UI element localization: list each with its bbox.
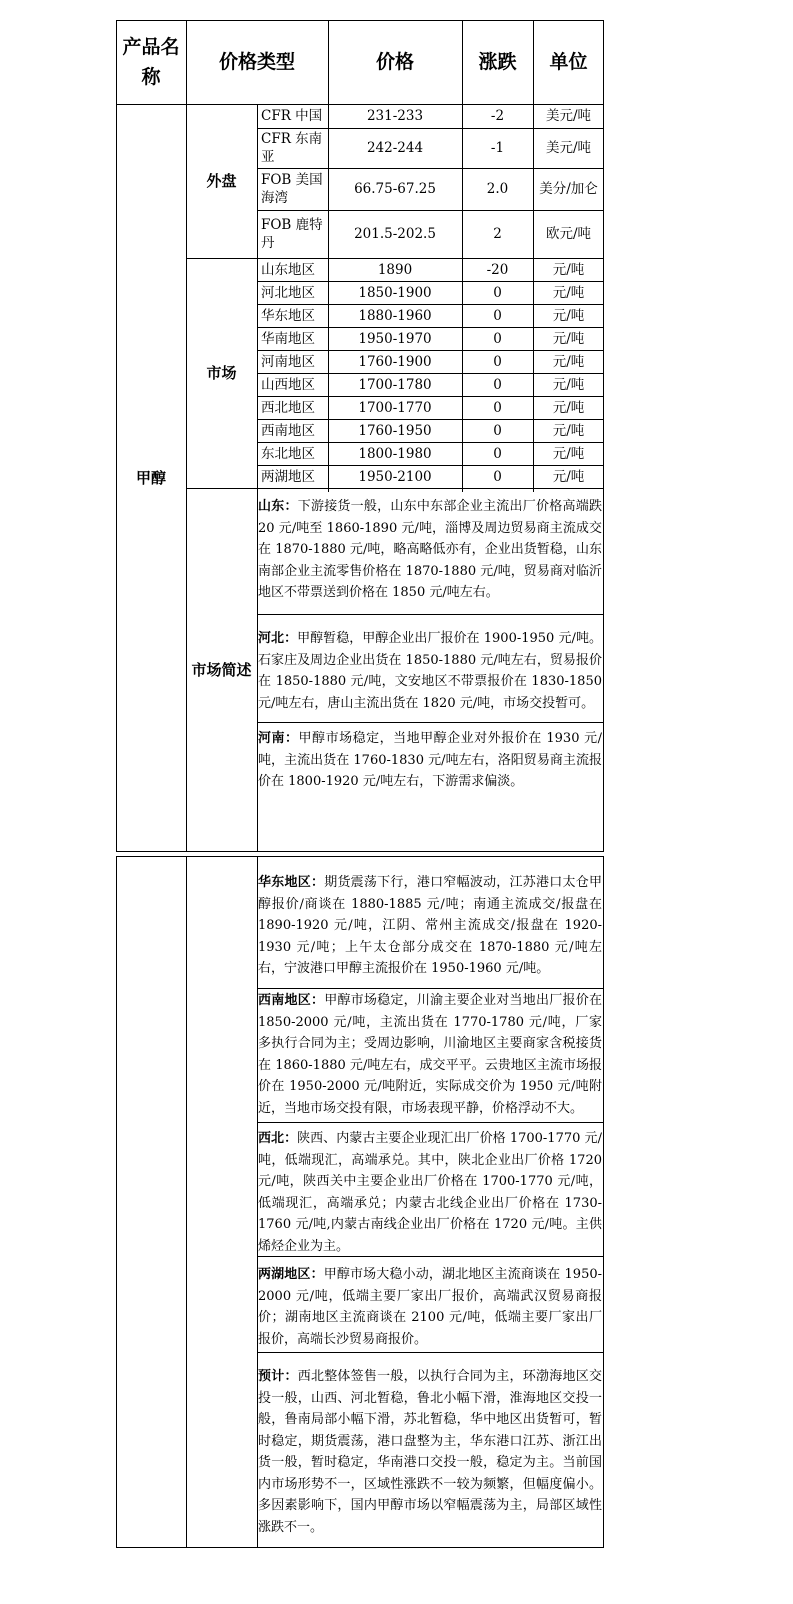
- table-cell-price: [328, 419, 462, 442]
- table-cell-type: [257, 210, 328, 258]
- table-cell-change: [462, 104, 533, 128]
- table-cell-type: [257, 258, 328, 281]
- header-price-type-text: 价格类型: [218, 51, 295, 73]
- table-cell-text: 231-233: [366, 108, 424, 124]
- summary-text: 陕西、内蒙古主要企业现汇出厂价格 1700-1770 元/吨，低端现汇，高端承兑。其中，陕北企业出厂价格 1720 元/吨，陕西关中主要企业出厂价格在 1700-1770 元/吨，低端现汇，高端承兑；内蒙古北线企业出厂价格在 1730-1760 元/吨,内蒙古南线企业出厂价格在 1720 元/吨。主供烯烃企业为主。: [258, 1131, 602, 1254]
- header-price: [328, 20, 462, 104]
- table-cell-text: 1800-1980: [358, 445, 432, 462]
- table-cell-change: [462, 396, 533, 419]
- table-cell-text: 1950-2100: [358, 468, 432, 485]
- table-cell-type: [257, 465, 328, 488]
- table-cell-text: 两湖地区: [261, 468, 315, 485]
- summary-text: 甲醇暂稳，甲醇企业出厂报价在 1900-1950 元/吨。石家庄及周边企业出货在 1850-1880 元/吨左右，贸易报价在 1850-1880 元/吨，文安地区不带票报价在 1830-1850 元/吨左右，唐山主流出货在 1820 元/吨，市场交投暂可。: [258, 631, 602, 711]
- table-cell-unit: [533, 327, 604, 350]
- table-cell-text: 元/吨: [552, 330, 585, 347]
- table-cell-price: [328, 327, 462, 350]
- table-cell-text: 元/吨: [552, 445, 585, 462]
- header-unit-text: 单位: [549, 51, 588, 73]
- table-cell-unit: [533, 465, 604, 488]
- table-cell-text: 山东地区: [261, 261, 315, 278]
- summary-xinan: [258, 990, 604, 1119]
- table-cell-change: [462, 373, 533, 396]
- table-cell-text: 1760-1900: [358, 353, 432, 370]
- table-cell-change: [462, 304, 533, 327]
- table-cell-text: 华东地区: [261, 307, 315, 324]
- table-cell-text: 西北地区: [261, 399, 315, 416]
- table-cell-unit: [533, 281, 604, 304]
- table-cell-text: 元/吨: [552, 307, 585, 324]
- table-cell-text: 1700-1770: [358, 399, 432, 416]
- summary-label: 山东：: [258, 499, 298, 514]
- table-cell-price: [328, 168, 462, 210]
- summary-divider: [257, 614, 604, 615]
- summary-divider: [257, 988, 604, 989]
- table-cell-text: 0: [493, 330, 502, 347]
- table-cell-text: 0: [493, 399, 502, 416]
- table-cell-type: [257, 104, 328, 128]
- table-cell-type: [257, 350, 328, 373]
- header-unit: [533, 20, 604, 104]
- table-cell-text: -1: [490, 140, 505, 156]
- table-cell-change: [462, 327, 533, 350]
- table-cell-text: 2.0: [486, 181, 509, 197]
- table-cell-text: 1760-1950: [358, 422, 432, 439]
- summary-label: 河北：: [258, 631, 298, 646]
- table-cell-text: 1890: [377, 261, 413, 278]
- table-cell-text: 66.75-67.25: [354, 181, 436, 197]
- summary-lianghu: [258, 1264, 604, 1350]
- table-cell-unit: [533, 396, 604, 419]
- summary-hebei: [258, 628, 604, 714]
- table-cell-text: 元/吨: [552, 284, 585, 301]
- table-cell-text: 美元/吨: [545, 140, 592, 156]
- table-cell-price: [328, 396, 462, 419]
- summary-label: 西北：: [258, 1131, 298, 1146]
- table-cell-text: 华南地区: [261, 330, 315, 347]
- summary-text: 期货震荡下行，港口窄幅波动，江苏港口太仓甲醇报价/商谈在 1880-1885 元/吨；南通主流成交/报盘在 1890-1920 元/吨，江阴、常州主流成交/报盘在 1920-1930 元/吨；上午太仓部分成交在 1870-1880 元/吨左右，宁波港口甲醇主流报价在 1950-1960 元/吨。: [258, 875, 602, 976]
- table-cell-text: 1950-1970: [358, 330, 432, 347]
- table-cell-change: [462, 350, 533, 373]
- summary-label: 西南地区：: [258, 993, 325, 1008]
- table-cell-change: [462, 442, 533, 465]
- table-cell-change: [462, 128, 533, 168]
- table-cell-unit: [533, 304, 604, 327]
- table-cell-text: 0: [493, 353, 502, 370]
- group-market: [186, 258, 257, 488]
- table-cell-text: 0: [493, 468, 502, 485]
- table-cell-text: 元/吨: [552, 468, 585, 485]
- table-cell-text: 0: [493, 284, 502, 301]
- table-cell-unit: [533, 104, 604, 128]
- table-cell-text: 元/吨: [552, 376, 585, 393]
- table-cell-unit: [533, 128, 604, 168]
- table-cell-text: 2: [493, 226, 502, 242]
- table-cell-text: 1880-1960: [358, 307, 432, 324]
- header-change: [462, 20, 533, 104]
- summary-divider: [257, 722, 604, 723]
- table-cell-type: [257, 327, 328, 350]
- table-cell-type: [257, 128, 328, 168]
- table-cell-type: [257, 281, 328, 304]
- table-cell-text: 山西地区: [261, 376, 315, 393]
- table-cell-change: [462, 168, 533, 210]
- table-cell-text: 1850-1900: [358, 284, 432, 301]
- table-cell-text: 0: [493, 307, 502, 324]
- table-cell-change: [462, 210, 533, 258]
- table-cell-unit: [533, 350, 604, 373]
- table-cell-type: [257, 304, 328, 327]
- table-cell-text: 1700-1780: [358, 376, 432, 393]
- header-change-text: 涨跌: [478, 51, 517, 73]
- summary-divider: [257, 1352, 604, 1353]
- table-cell-price: [328, 465, 462, 488]
- group-summary-text: 市场简述: [191, 661, 252, 679]
- table-cell-text: -20: [486, 261, 509, 278]
- header-price-type: [186, 20, 328, 104]
- table-cell-text: 元/吨: [552, 261, 585, 278]
- table-cell-price: [328, 442, 462, 465]
- group-summary: [186, 488, 257, 852]
- table-cell-price: [328, 128, 462, 168]
- table-cell-price: [328, 210, 462, 258]
- table-cell-price: [328, 304, 462, 327]
- summary-divider: [257, 1122, 604, 1123]
- table-cell-text: CFR 中国: [261, 108, 323, 124]
- table-cell-text: 0: [493, 422, 502, 439]
- table-cell-price: [328, 258, 462, 281]
- group-external: [186, 104, 257, 258]
- table-cell-text: 河南地区: [261, 353, 315, 370]
- summary-label: 华东地区：: [258, 875, 325, 890]
- table-cell-text: 元/吨: [552, 399, 585, 416]
- summary-xibei: [258, 1128, 604, 1257]
- header-price-text: 价格: [375, 51, 414, 73]
- table-cell-text: 0: [493, 445, 502, 462]
- table-cell-change: [462, 465, 533, 488]
- summary-shandong: [258, 496, 604, 604]
- table-cell-text: 西南地区: [261, 422, 315, 439]
- product-name-text: 甲醇: [135, 469, 166, 487]
- summary-text: 甲醇市场稳定，当地甲醇企业对外报价在 1930 元/吨，主流出货在 1760-1830 元/吨左右，洛阳贸易商主流报价在 1800-1920 元/吨左右，下游需求偏淡。: [258, 731, 602, 789]
- table-cell-text: 美分/加仑: [539, 181, 598, 197]
- summary-text: 甲醇市场大稳小动，湖北地区主流商谈在 1950-2000 元/吨，低端主要厂家出厂报价，高端武汉贸易商报价；湖南地区主流商谈在 2100 元/吨，低端主要厂家出厂报价，高端长沙贸易商报价。: [258, 1267, 602, 1347]
- table-cell-change: [462, 419, 533, 442]
- table-cell-type: [257, 168, 328, 210]
- table-cell-text: 元/吨: [552, 353, 585, 370]
- table-cell-change: [462, 281, 533, 304]
- table-cell-type: [257, 373, 328, 396]
- table-cell-change: [462, 258, 533, 281]
- table-cell-text: CFR 东南亚: [261, 131, 323, 165]
- table-cell-text: 河北地区: [261, 284, 315, 301]
- summary-divider: [257, 1256, 604, 1257]
- table-cell-unit: [533, 442, 604, 465]
- table-cell-text: 元/吨: [552, 422, 585, 439]
- table-cell-price: [328, 350, 462, 373]
- summary-forecast: [258, 1366, 604, 1538]
- table-cell-price: [328, 104, 462, 128]
- summary-henan: [258, 728, 604, 793]
- table-cell-price: [328, 373, 462, 396]
- header-product-text: 产品名称: [122, 36, 180, 88]
- table-cell-unit: [533, 373, 604, 396]
- table-cell-text: -2: [490, 108, 505, 124]
- table-cell-unit: [533, 258, 604, 281]
- table-cell-type: [257, 419, 328, 442]
- table-cell-text: FOB 鹿特丹: [261, 217, 323, 251]
- summary-label: 河南：: [258, 731, 299, 746]
- table-cell-text: 0: [493, 376, 502, 393]
- summary-huadong: [258, 872, 604, 980]
- summary-text: 西北整体签售一般，以执行合同为主，环渤海地区交投一般，山西、河北暂稳，鲁北小幅下滑，淮海地区交投一般，鲁南局部小幅下滑，苏北暂稳，华中地区出货暂可，暂时稳定，期货震荡，港口盘整为主，华东港口江苏、浙江出货一般，暂时稳定，华南港口交投一般，稳定为主。当前国内市场形势不一，区域性涨跌不一较为频繁，但幅度偏小。多因素影响下，国内甲醇市场以窄幅震荡为主，局部区域性涨跌不一。: [258, 1369, 602, 1535]
- summary-text: 下游接货一般，山东中东部企业主流出厂价格高端跌 20 元/吨至 1860-1890 元/吨，淄博及周边贸易商主流成交在 1870-1880 元/吨，略高略低亦有，企业出货暂稳，山东南部企业主流零售价格在 1870-1880 元/吨，贸易商对临沂地区不带票送到价格在 1850 元/吨左右。: [258, 499, 602, 600]
- table-cell-text: 201.5-202.5: [354, 226, 436, 242]
- table-cell-text: 242-244: [366, 140, 424, 156]
- table-cell-unit: [533, 168, 604, 210]
- table-cell-text: FOB 美国海湾: [261, 172, 323, 206]
- table-cell-text: 欧元/吨: [545, 226, 592, 242]
- group-market-text: 市场: [206, 364, 237, 382]
- summary-text: 甲醇市场稳定，川渝主要企业对当地出厂报价在 1850-2000 元/吨，主流出货在 1770-1780 元/吨，厂家多执行合同为主；受周边影响，川渝地区主要商家含税接货在 1860-1880 元/吨左右，成交平平。云贵地区主流市场报价在 1950-2000 元/吨附近，实际成交价为 1950 元/吨附近，当地市场交投有限，市场表现平静，价格浮动不大。: [258, 993, 602, 1116]
- table-cell-type: [257, 396, 328, 419]
- table-cell-unit: [533, 419, 604, 442]
- group-external-text: 外盘: [206, 172, 237, 190]
- table-cell-unit: [533, 210, 604, 258]
- summary-label: 预计：: [258, 1369, 298, 1384]
- header-product: [116, 20, 186, 104]
- table-cell-price: [328, 281, 462, 304]
- col-divider: [186, 856, 187, 1548]
- table-cell-text: 美元/吨: [545, 108, 592, 124]
- summary-label: 两湖地区：: [258, 1267, 324, 1282]
- product-name: [116, 104, 186, 852]
- table-cell-type: [257, 442, 328, 465]
- table-cell-text: 东北地区: [261, 445, 315, 462]
